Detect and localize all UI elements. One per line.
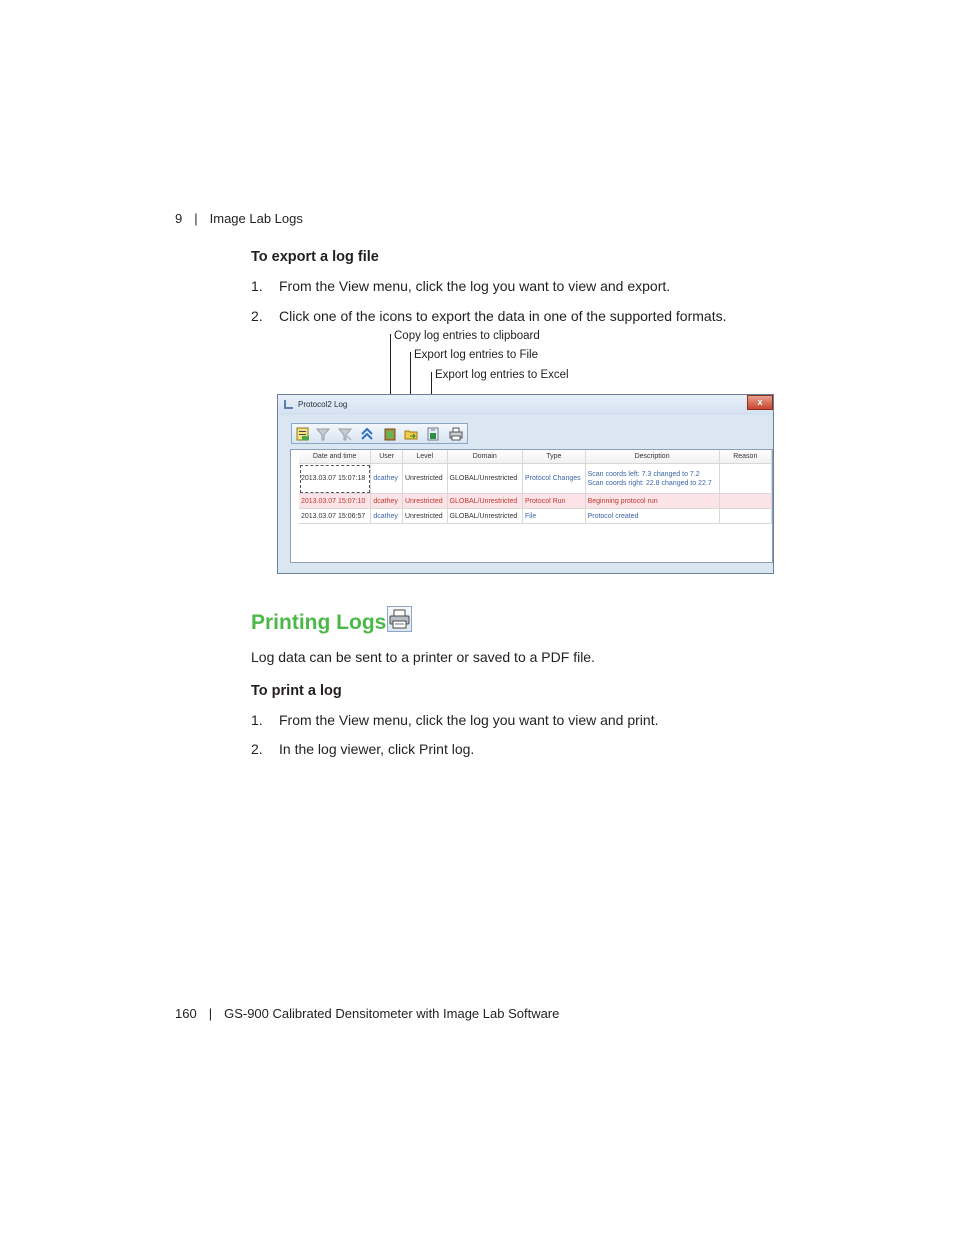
cell-description: Beginning protocol run xyxy=(585,494,719,509)
cell-description: Scan coords left: 7.3 changed to 7.2 Scan coords right: 22.8 changed to 22.7 xyxy=(585,464,719,494)
cell-domain: GLOBAL/Unrestricted xyxy=(447,509,522,524)
cell-user: dcathey xyxy=(371,494,403,509)
cell-domain: GLOBAL/Unrestricted xyxy=(447,494,522,509)
table-row[interactable] xyxy=(299,509,772,524)
log-toolbar xyxy=(291,423,468,444)
cell-user: dcathey xyxy=(371,509,403,524)
column-header[interactable]: Level xyxy=(402,450,447,464)
window-titlebar xyxy=(278,395,773,415)
column-header[interactable]: Reason xyxy=(719,450,771,464)
cell-level: Unrestricted xyxy=(402,464,447,494)
printing-title: Printing Logs xyxy=(251,611,387,634)
export-excel-icon[interactable] xyxy=(426,427,440,441)
collapse-icon[interactable] xyxy=(360,427,374,441)
table-row[interactable] xyxy=(299,494,772,509)
print-icon xyxy=(387,606,412,632)
callout-file: Export log entries to File xyxy=(414,349,539,361)
cell-date: 2013.03.07 15:06:57 xyxy=(299,509,371,524)
table-header-row xyxy=(299,450,772,464)
print-icon[interactable] xyxy=(449,427,463,441)
cell-user: dcathey xyxy=(371,464,403,494)
running-header: 9 | Image Lab Logs xyxy=(175,211,303,226)
log-grid xyxy=(290,449,773,563)
cell-domain: GLOBAL/Unrestricted xyxy=(447,464,522,494)
window-title: Protocol2 Log xyxy=(298,400,348,409)
cell-date: 2013.03.07 15:07:10 xyxy=(299,494,371,509)
export-step-2: 2. Click one of the icons to export the data in one of the supported formats. xyxy=(251,308,727,324)
cell-level: Unrestricted xyxy=(402,494,447,509)
clear-filter-icon[interactable] xyxy=(338,427,352,441)
printing-intro: Log data can be sent to a printer or saved to a PDF file. xyxy=(251,649,595,665)
page-number: 160 xyxy=(175,1006,197,1021)
footer-title: GS-900 Calibrated Densitometer with Image Lab Software xyxy=(224,1006,560,1021)
export-heading: To export a log file xyxy=(251,249,379,265)
cell-reason xyxy=(719,494,771,509)
log-table xyxy=(299,450,772,524)
column-header[interactable]: Date and time xyxy=(299,450,371,464)
cell-type: Protocol Changes xyxy=(522,464,585,494)
cell-reason xyxy=(719,509,771,524)
filter-icon[interactable] xyxy=(316,427,330,441)
callout-excel: Export log entries to Excel xyxy=(435,369,569,381)
chart-icon xyxy=(284,400,293,409)
page-footer: 160 | GS-900 Calibrated Densitometer with Image Lab Software xyxy=(175,1006,560,1021)
export-file-icon[interactable] xyxy=(404,427,418,441)
cell-type: Protocol Run xyxy=(522,494,585,509)
cell-reason xyxy=(719,464,771,494)
column-header[interactable]: Type xyxy=(522,450,585,464)
log-window xyxy=(277,394,774,574)
cell-description: Protocol created xyxy=(585,509,719,524)
callout-clipboard: Copy log entries to clipboard xyxy=(394,330,540,342)
export-step-1: 1. From the View menu, click the log you want to view and export. xyxy=(251,278,671,294)
cell-date: 2013.03.07 15:07:18 xyxy=(299,464,371,494)
column-header[interactable]: Description xyxy=(585,450,719,464)
print-step-1: 1. From the View menu, click the log you want to view and print. xyxy=(251,712,659,728)
log-icon[interactable] xyxy=(296,427,310,441)
cell-type: File xyxy=(522,509,585,524)
chapter-title: Image Lab Logs xyxy=(209,211,303,226)
print-step-2: 2. In the log viewer, click Print log. xyxy=(251,741,475,757)
table-row[interactable] xyxy=(299,464,772,494)
close-button[interactable]: x xyxy=(747,395,773,410)
cell-level: Unrestricted xyxy=(402,509,447,524)
chapter-number: 9 xyxy=(175,211,183,226)
column-header[interactable]: User xyxy=(371,450,403,464)
copy-clipboard-icon[interactable] xyxy=(383,427,397,441)
print-heading: To print a log xyxy=(251,683,342,699)
column-header[interactable]: Domain xyxy=(447,450,522,464)
